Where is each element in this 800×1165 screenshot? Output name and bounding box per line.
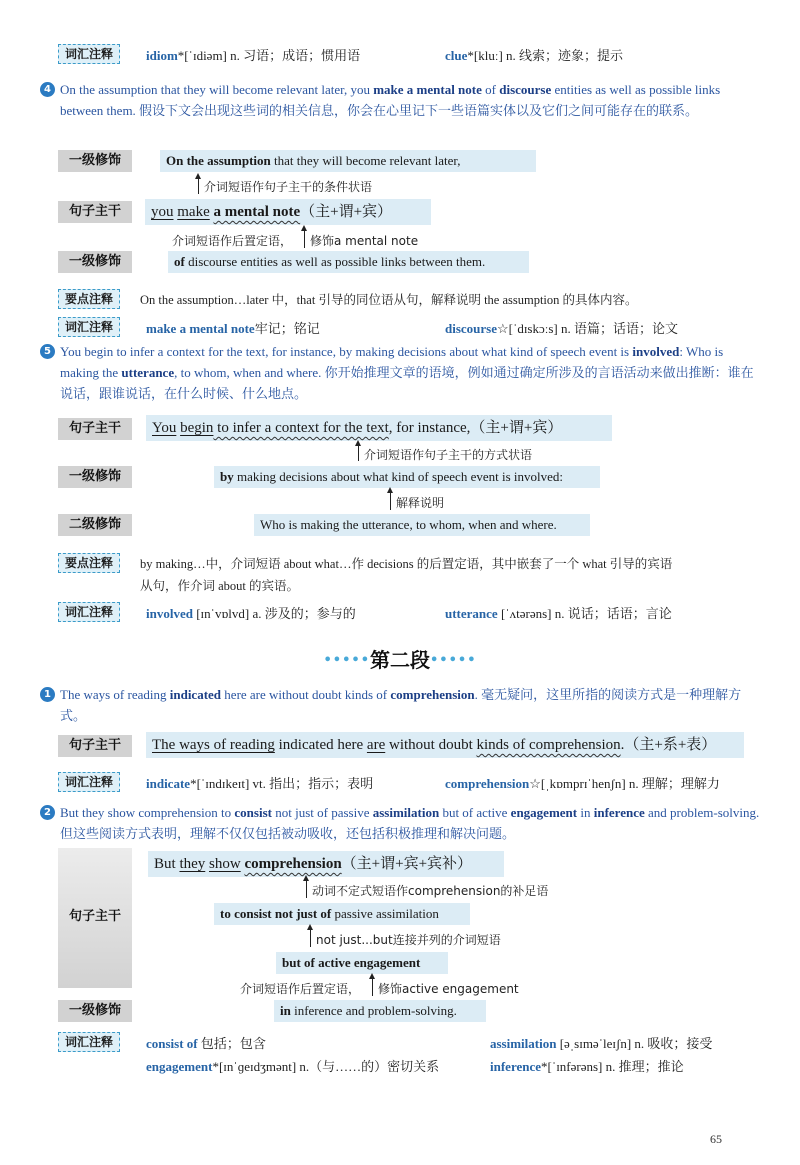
sentence-number: 1 bbox=[40, 687, 55, 702]
text: discourse entities as well as possible links between them. bbox=[184, 254, 486, 269]
key-word: assimilation bbox=[372, 805, 440, 820]
main-clause-bar bbox=[146, 732, 744, 758]
text: But they show comprehension to bbox=[60, 805, 235, 820]
arrow-up bbox=[306, 880, 307, 898]
text: : Who is making the bbox=[60, 344, 724, 380]
text: On the assumption that they will become relevant later, you bbox=[60, 82, 374, 97]
text: The ways of reading bbox=[60, 687, 170, 702]
note: 介词短语作后置定语， bbox=[240, 982, 361, 996]
vocab-def: ☆[ˈdɪskɔːs] n. 语篇；话语；论文 bbox=[497, 321, 679, 336]
modifier-bar bbox=[168, 251, 529, 273]
vocab-word: inference bbox=[490, 1059, 542, 1074]
text: passive assimilation bbox=[331, 906, 439, 921]
dots-left: ••••• bbox=[323, 653, 370, 668]
subject: The ways of reading bbox=[152, 737, 275, 753]
vocab-def: *[ˈɪdiəm] n. 习语；成语；惯用语 bbox=[177, 48, 361, 63]
vocab-tag: 词汇注释 bbox=[58, 44, 120, 64]
verb: make bbox=[177, 204, 210, 220]
label-modifier-2: 二级修饰 bbox=[58, 514, 132, 536]
structure-tag: （主+谓+宾） bbox=[470, 420, 563, 436]
vocab-def: ☆[ˌkɒmprɪˈhenʃn] n. 理解；理解力 bbox=[529, 776, 720, 791]
vocab-clue bbox=[445, 45, 623, 64]
conjunction: not just of bbox=[274, 906, 332, 921]
vocab-def: [ɪnˈvɒlvd] a. 涉及的；参与的 bbox=[192, 606, 356, 621]
vocab-item bbox=[146, 773, 373, 792]
parallel-phrase: but of active engagement bbox=[282, 955, 421, 970]
structure-tag: （主+谓+宾） bbox=[300, 204, 393, 220]
key-note-line-1: by making…中，介词短语 about what…作 decisions 的后置定语，其中嵌套了一个 what 引导的宾语 bbox=[140, 557, 673, 571]
verb: begin bbox=[180, 420, 214, 436]
key-note: On the assumption…later 中，that 引导的同位语从句，解释说明 the assumption 的具体内容。 bbox=[140, 293, 638, 307]
vocab-item bbox=[445, 773, 720, 792]
key-note-line-2: 从句，作介词 about 的宾语。 bbox=[140, 579, 300, 593]
label-modifier-1: 一级修饰 bbox=[58, 1000, 132, 1022]
key-word: engagement bbox=[510, 805, 578, 820]
arrow-up bbox=[304, 230, 305, 248]
arrow-up bbox=[358, 445, 359, 461]
subject: they bbox=[179, 856, 206, 872]
note: 介词短语作句子主干的条件状语 bbox=[204, 180, 373, 194]
main-clause-bar bbox=[146, 415, 612, 441]
vocab-item bbox=[490, 1033, 712, 1052]
prep: in bbox=[280, 1003, 291, 1018]
modifier-1-bar bbox=[160, 150, 536, 172]
modifier-2-bar: Who is making the utterance, to whom, when and where. bbox=[254, 514, 590, 536]
vocab-item bbox=[146, 1033, 266, 1052]
text: But bbox=[154, 856, 180, 872]
text: in bbox=[577, 805, 594, 820]
vocab-item bbox=[146, 603, 356, 622]
p2-sentence-2-text bbox=[60, 802, 760, 844]
sentence-5-text bbox=[60, 341, 760, 404]
subject: you bbox=[151, 204, 174, 220]
subject: You bbox=[152, 420, 177, 436]
key-word: inference bbox=[593, 805, 645, 820]
page-number: 65 bbox=[710, 1132, 722, 1146]
note: 修饰a mental note bbox=[310, 234, 419, 248]
vocab-item bbox=[146, 318, 320, 337]
key-phrase: make a mental note bbox=[373, 82, 482, 97]
vocab-tag: 词汇注释 bbox=[58, 772, 120, 792]
key-word: involved bbox=[632, 344, 680, 359]
text: here are without doubt kinds of bbox=[221, 687, 391, 702]
main-clause-bar bbox=[148, 851, 504, 877]
key-word: discourse bbox=[499, 82, 552, 97]
vocab-word: clue bbox=[445, 48, 468, 63]
label-modifier-1: 一级修饰 bbox=[58, 251, 132, 273]
vocab-word: idiom bbox=[146, 48, 178, 63]
section-heading: 第二段 bbox=[370, 648, 430, 672]
prep: On the assumption bbox=[166, 153, 271, 168]
text: of bbox=[481, 82, 500, 97]
sentence-4-text bbox=[60, 79, 760, 121]
text: inference and problem-solving. bbox=[290, 1003, 457, 1018]
text: and problem-solving. 但这些阅读方式表明，理解不仅仅包括被动吸收，还包括积极推理和解决问题。 bbox=[60, 805, 760, 841]
text: without doubt bbox=[385, 737, 477, 753]
prep: of bbox=[174, 254, 185, 269]
arrow-down-link bbox=[310, 929, 311, 947]
arrow-up bbox=[198, 178, 199, 194]
modifier-bar bbox=[276, 952, 448, 974]
text: You begin to infer a context for the text, for instance, by making decisions about what kind of speech event is bbox=[60, 344, 633, 359]
vocab-def: 包括；包含 bbox=[197, 1036, 266, 1051]
key-note-tag: 要点注释 bbox=[58, 553, 120, 573]
vocab-word: utterance bbox=[445, 606, 498, 621]
vocab-item bbox=[146, 1056, 439, 1075]
text: making decisions about what kind of speech event is involved: bbox=[233, 469, 563, 484]
infinitive: to consist bbox=[220, 906, 275, 921]
vocab-word: discourse bbox=[445, 321, 497, 336]
vocab-word: engagement bbox=[146, 1059, 213, 1074]
text: that they will become relevant later, bbox=[270, 153, 461, 168]
text: . 毫无疑问，这里所指的阅读方式是一种理解方式。 bbox=[60, 687, 742, 723]
dots-right: ••••• bbox=[430, 653, 477, 668]
vocab-def: [ˈʌtərəns] n. 说话；话语；言论 bbox=[497, 606, 672, 621]
structure-tag: .（主+系+表） bbox=[620, 737, 717, 753]
vocab-def: *[kluː] n. 线索；迹象；提示 bbox=[467, 48, 624, 63]
sentence-number: 2 bbox=[40, 805, 55, 820]
modifier-bar bbox=[214, 903, 470, 925]
key-word: indicated bbox=[169, 687, 222, 702]
object: a mental note bbox=[213, 204, 301, 220]
arrow-up bbox=[390, 492, 391, 510]
label-main: 句子主干 bbox=[58, 735, 132, 757]
section-title bbox=[0, 644, 800, 673]
text: but of active bbox=[439, 805, 511, 820]
p2-sentence-1-text bbox=[60, 684, 760, 726]
vocab-item bbox=[445, 318, 678, 337]
label-main: 句子主干 bbox=[68, 909, 121, 924]
text: entities as well as possible links between them. 假设下文会出现这些词的相关信息，你会在心里记下一些语篇实体以及它们之间可能存在的联系。 bbox=[60, 82, 721, 118]
note: 解释说明 bbox=[396, 496, 445, 510]
structure-tag: （主+谓+宾+宾补） bbox=[341, 856, 473, 872]
vocab-item bbox=[445, 603, 672, 622]
sentence-number: 5 bbox=[40, 344, 55, 359]
vocab-def: 牢记；铭记 bbox=[254, 321, 320, 336]
predicative: kinds of comprehension bbox=[476, 737, 621, 753]
note: 介词短语作句子主干的方式状语 bbox=[364, 448, 533, 462]
verb: show bbox=[209, 856, 241, 872]
vocab-tag: 词汇注释 bbox=[58, 1032, 120, 1052]
verb: are bbox=[366, 737, 386, 753]
text: not just of passive bbox=[271, 805, 373, 820]
vocab-word: assimilation bbox=[490, 1036, 557, 1051]
modifier-1-bar bbox=[214, 466, 600, 488]
object: to infer a context for the text bbox=[213, 420, 389, 436]
label-main: 句子主干 bbox=[58, 418, 132, 440]
vocab-item bbox=[490, 1056, 684, 1075]
object: comprehension bbox=[244, 856, 342, 872]
vocab-word: indicate bbox=[146, 776, 191, 791]
vocab-tag: 词汇注释 bbox=[58, 602, 120, 622]
label-modifier-1: 一级修饰 bbox=[58, 150, 132, 172]
label-main: 句子主干 bbox=[58, 201, 132, 223]
vocab-word: make a mental note bbox=[146, 321, 255, 336]
note: 动词不定式短语作comprehension的补足语 bbox=[312, 884, 549, 898]
vocab-tag: 词汇注释 bbox=[58, 317, 120, 337]
note: 介词短语作后置定语， bbox=[172, 234, 293, 248]
text: indicated here bbox=[274, 737, 367, 753]
note: not just...but连接并列的介词短语 bbox=[316, 933, 501, 947]
key-word: comprehension bbox=[390, 687, 475, 702]
key-word: utterance bbox=[121, 365, 175, 380]
sentence-number: 4 bbox=[40, 82, 55, 97]
vocab-def: *[ˈɪnfərəns] n. 推理；推论 bbox=[541, 1059, 684, 1074]
text: , for instance, bbox=[388, 420, 471, 436]
vocab-def: *[ˈɪndɪkeɪt] vt. 指出；指示；表明 bbox=[190, 776, 374, 791]
vocab-word: involved bbox=[146, 606, 193, 621]
main-clause-bar bbox=[145, 199, 431, 225]
modifier-bar bbox=[274, 1000, 486, 1022]
key-note-tag: 要点注释 bbox=[58, 289, 120, 309]
vocab-def: *[ɪnˈɡeɪdʒmənt] n.（与……的）密切关系 bbox=[212, 1059, 440, 1074]
arrow-up bbox=[372, 978, 373, 996]
label-modifier-1: 一级修饰 bbox=[58, 466, 132, 488]
vocab-idiom bbox=[146, 45, 360, 64]
vocab-word: consist of bbox=[146, 1036, 198, 1051]
vocab-def: [əˌsɪməˈleɪʃn] n. 吸收；接受 bbox=[556, 1036, 713, 1051]
vocab-word: comprehension bbox=[445, 776, 530, 791]
text: , to whom, when and where. 你开始推理文章的语境，例如通过确定所涉及的言语活动来做出推断：谁在说话，跟谁说话，在什么时候、什么地点。 bbox=[60, 365, 754, 401]
prep: by bbox=[220, 469, 234, 484]
note: 修饰active engagement bbox=[378, 982, 519, 996]
key-word: consist bbox=[234, 805, 272, 820]
